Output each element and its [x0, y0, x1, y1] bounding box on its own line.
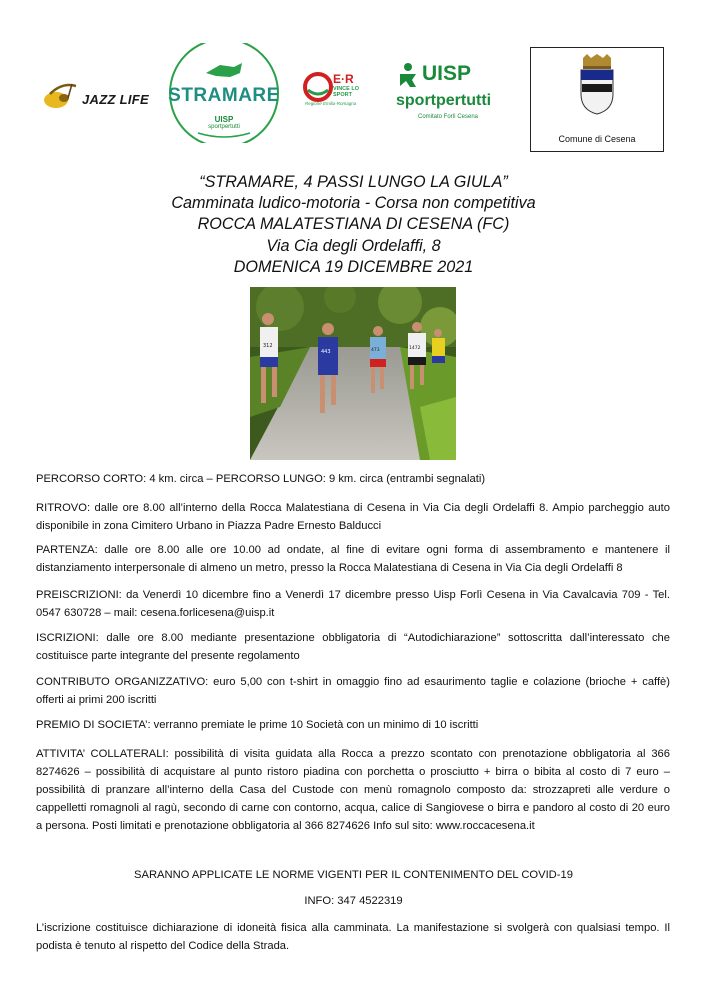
er-region: Regione Emilia-Romagna	[305, 101, 357, 106]
music-note-icon	[42, 80, 82, 112]
comune-cesena-label: Comune di Cesena	[558, 134, 636, 144]
footer-notice: L’iscrizione costituisce dichiarazione di idoneità fisica alla camminata. La manifestazione si svolgerà con qualsiasi tempo. Il podista è tenuto al rispetto del Codice della Strada.	[36, 922, 670, 952]
bib-number: 1472	[409, 346, 421, 351]
bib-number: 443	[321, 349, 331, 355]
uisp-logo	[396, 60, 502, 126]
info-phone: INFO: 347 4522319	[304, 895, 403, 907]
percorso-paragraph: PERCORSO CORTO: 4 km. circa – PERCORSO LUNGO: 9 km. circa (entrambi segnalati)	[36, 473, 486, 485]
comune-cesena-box	[530, 47, 664, 152]
bib-number: 312	[263, 343, 273, 349]
event-type: Camminata ludico-motoria - Corsa non competitiva	[171, 194, 536, 213]
uisp-comitato: Comitato Forlì Cesena	[418, 114, 479, 120]
runners-photo	[250, 287, 456, 460]
stramare-sub-label: sportpertutti	[208, 124, 240, 130]
attivita-paragraph: ATTIVITA’ COLLATERALI: possibilità di visita guidata alla Rocca a prezzo scontato con prenotazione obbligatoria al 366 8274626 – possibilità di acquistare al punto ristoro piadina con porchetta o prosciutto + birra o bibita al costo di 7 euro – possibilità di pranzare all’interno della Casa del Custode con menù romagnolo composto da: strozzapreti alle verdure o cappelletti romagnoli al ragù, secondo di carne con contorno, acqua, calice di Sangiovese o birra e pandoro al costo di 20 euro a persona. Posti limitati e prenotazione obbligatoria al 366 8274626 Info sul sito: www.roccacesena.it	[36, 748, 670, 832]
cesena-coat-of-arms-icon	[577, 54, 617, 116]
iscrizioni-paragraph: ISCRIZIONI: dalle ore 8.00 mediante presentazione obbligatoria di “Autodichiarazione” sottoscritta dall’interessato che costituisce parte integrante del presente regolamento	[36, 632, 670, 662]
ritrovo-paragraph: RITROVO: dalle ore 8.00 all’interno della Rocca Malatestiana di Cesena in Via Cia degli Ordelaffi 8. Ampio parcheggio auto disponibile in zona Cimitero Urbano in Piazza Padre Ernesto Balducci	[36, 502, 670, 532]
uisp-sportpertutti: sportpertutti	[396, 92, 492, 109]
premio-paragraph: PREMIO DI SOCIETA’: verranno premiate le prime 10 Società con un minimo di 10 iscritti	[36, 719, 479, 731]
er-title: E·R	[333, 72, 354, 86]
event-title: “STRAMARE, 4 PASSI LUNGO LA GIULA”	[199, 173, 508, 191]
event-venue: ROCCA MALATESTIANA DI CESENA (FC)	[197, 215, 510, 234]
uisp-runner-icon	[396, 62, 420, 88]
stramare-title: STRAMARE	[168, 85, 280, 106]
jazz-life-logo	[42, 78, 162, 118]
stramare-logo	[168, 43, 280, 143]
bib-number: 473	[371, 348, 380, 353]
contributo-paragraph: CONTRIBUTO ORGANIZZATIVO: euro 5,00 con t-shirt in omaggio fino ad esaurimento taglie e colazione (brioche + caffè) offerti ai primi 200 iscritti	[36, 676, 670, 706]
event-date: DOMENICA 19 DICEMBRE 2021	[233, 257, 474, 276]
covid-notice: SARANNO APPLICATE LE NORME VIGENTI PER IL CONTENIMENTO DEL COVID-19	[134, 869, 573, 881]
stramare-uisp-label: UISP	[214, 115, 234, 124]
event-address: Via Cia degli Ordelaffi, 8	[266, 236, 441, 255]
partenza-paragraph: PARTENZA: dalle ore 8.00 alle ore 10.00 ad ondate, al fine di evitare ogni forma di assembramento e mantenere il distanziamento interpersonale di almeno un metro, presso la Rocca Malatestiana di Cesena in Via Cia degli Ordelaffi 8	[36, 544, 670, 574]
preiscrizioni-paragraph: PREISCRIZIONI: da Venerdì 10 dicembre fino a Venerdì 17 dicembre presso Uisp Forlì Cesena in Via Cavalcavia 709 - Tel. 0547 630728 – mail: cesena.forlicesena@uisp.it	[36, 589, 670, 619]
er-emblem-icon	[303, 72, 333, 102]
er-subtitle: VINCE LO SPORT	[333, 86, 359, 98]
emilia-romagna-logo	[303, 70, 373, 110]
jazz-life-text: JAZZ LIFE	[82, 92, 149, 107]
uisp-wordmark: UISP	[422, 62, 472, 85]
event-header	[0, 172, 707, 278]
